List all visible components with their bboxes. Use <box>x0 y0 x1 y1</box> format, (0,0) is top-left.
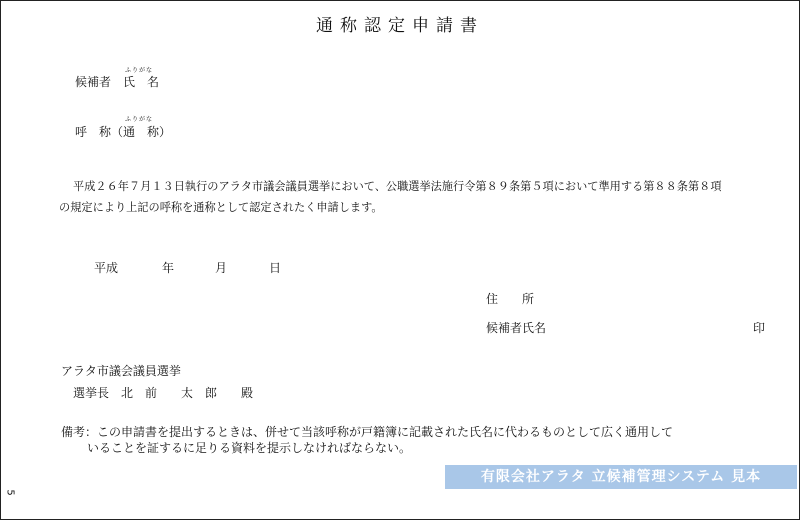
election-chief: 選挙長 北 前 太 郎 殿 <box>73 386 254 400</box>
seal-mark: 印 <box>753 321 766 335</box>
statement-line-2: の規定により上記の呼称を通称として認定されたく申請します。 <box>59 201 383 214</box>
statement-line-1: 平成２６年７月１３日執行のアラタ市議会議員選挙において、公職選挙法施行令第８９条第５項において準用する第８８条第８項 <box>73 180 722 193</box>
furigana-popular-name: ふりがな <box>125 116 154 123</box>
committee-name: アラタ市議会議員選挙 <box>61 364 181 378</box>
candidate-name-label: 候補者 氏 名 <box>75 75 160 89</box>
address-label: 住 所 <box>486 292 535 306</box>
date-day: 日 <box>269 261 282 275</box>
sample-watermark-banner: 有限会社アラタ 立候補管理システム 見本 <box>445 465 797 489</box>
date-month: 月 <box>215 261 228 275</box>
candidate-signature-label: 候補者氏名 <box>486 321 547 335</box>
page-number: 5 <box>4 489 16 496</box>
remarks-line-2: いることを証するに足りる資料を提示しなければならない。 <box>87 441 412 455</box>
furigana-name: ふりがな <box>125 67 154 74</box>
document-title: 通称認定申請書 <box>316 16 484 36</box>
date-era: 平成 <box>94 261 119 275</box>
date-year: 年 <box>162 261 175 275</box>
remarks-line-1: 備考：この申請書を提出するときは、併せて当該呼称が戸籍簿に記載された氏名に代わるものとして広く通用して <box>61 425 674 439</box>
popular-name-label: 呼 称（通 称） <box>75 125 172 139</box>
